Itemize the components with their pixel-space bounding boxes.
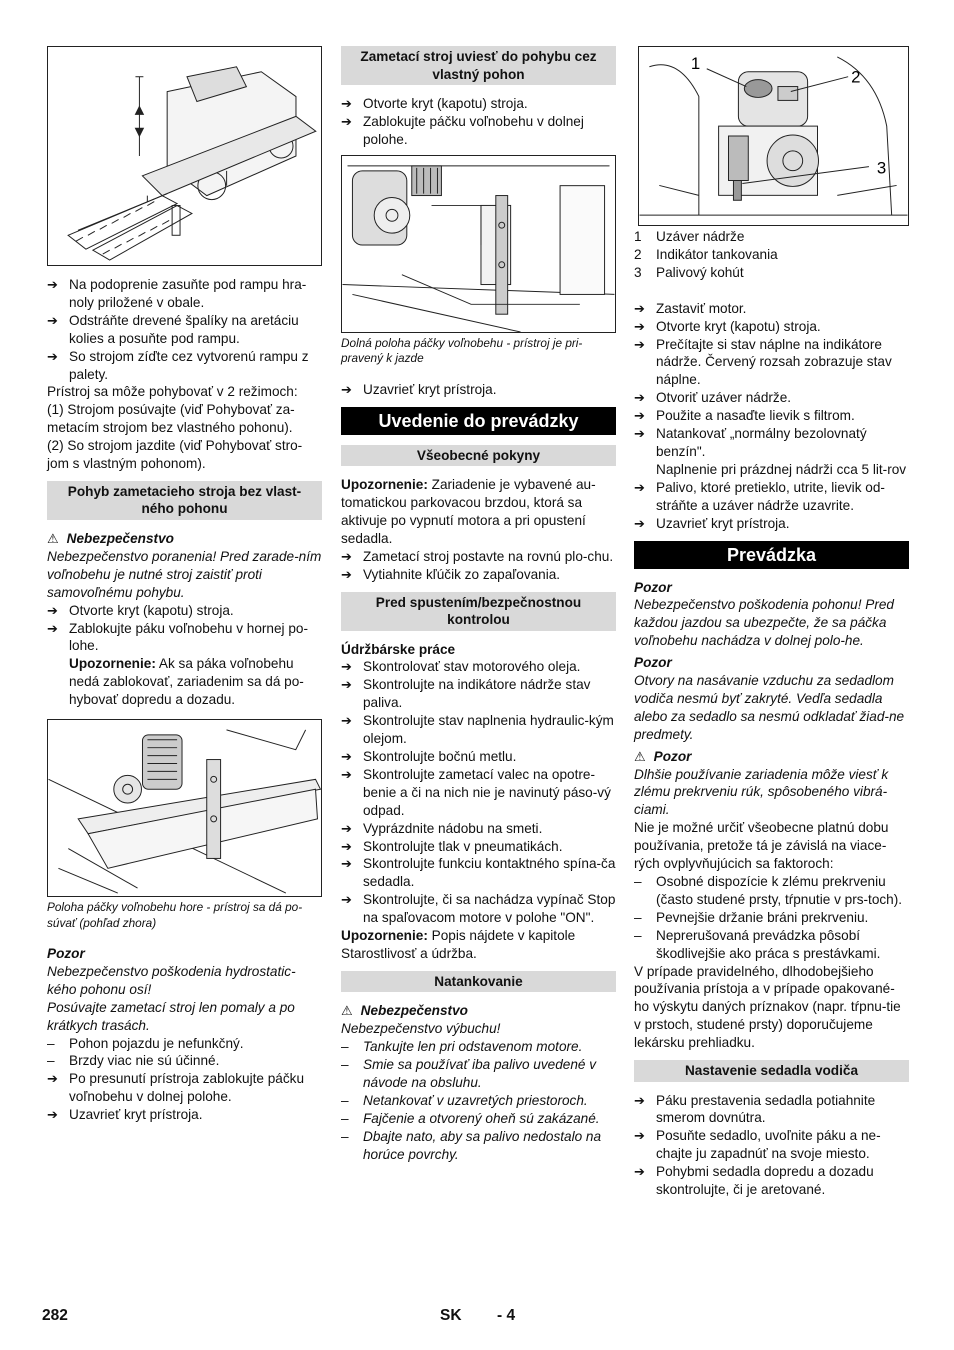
list-item: ➔ Odstráňte drevené špalíky na aretáciu kolies a posuňte pod rampu. [47, 312, 299, 346]
arrow-icon: ➔ [341, 381, 352, 397]
warning-triangle-icon: ⚠ [341, 1003, 353, 1019]
arrow-icon: ➔ [634, 336, 645, 352]
list-item: ➔ Palivo, ktoré pretieklo, utrite, lievik od-stráňte a uzáver nádrže uzavrite. [634, 479, 885, 513]
caution-heading: Pozor [634, 655, 672, 671]
arrow-icon: ➔ [634, 1164, 645, 1180]
danger-heading: ⚠ Nebezpečenstvo [341, 1003, 468, 1019]
figure-freewheel-up [47, 719, 322, 897]
list-item: ➔ Skontrolujte funkciu kontaktného spína-ča sedadla. [341, 856, 616, 890]
section-heading: Pohyb zametacieho stroja bez vlast-ného pohonu [47, 481, 322, 520]
note: Upozornenie: Zariadenie je vybavené au-tomatickou parkovacou brzdou, ktorá sa aktivuje po vypnutí motora a pri opustení sedadla. [341, 477, 596, 546]
figure-label-1: 1 [690, 53, 701, 73]
column-right [634, 46, 909, 1199]
paragraph: V prípade pravidelného, dlhodobejšieho používania prístoja a v prípade opakované-ho výskytu daných príznakov (napr. tŕpnu-tie v prstoch, studené prsty) doporučujeme lekársku prehliadku. [634, 963, 901, 1051]
paragraph: (2) So strojom jazdite (viď Pohybovať stro-jom s vlastným pohonom). [47, 438, 303, 472]
note: Upozornenie: Popis nájdete v kapitole Starostlivosť a údržba. [341, 928, 576, 961]
arrow-icon: ➔ [341, 659, 352, 675]
danger-text: Nebezpečenstvo výbuchu! [341, 1021, 501, 1037]
note: Upozornenie: Ak sa páka voľnobehu nedá zablokovať, zariadenim sa dá po-hybovať dopredu a dozadu. [69, 656, 304, 708]
arrow-icon: ➔ [47, 1107, 58, 1123]
list-item: – Smie sa používať iba palivo uvedené v návode na obsluhu. [341, 1057, 597, 1090]
warning-triangle-icon: ⚠ [47, 530, 59, 546]
figure-label-2: 2 [851, 67, 861, 87]
list-item: ➔ Otvorte kryt (kapotu) stroja. [47, 602, 234, 618]
list-item: – Netankovať v uzavretých priestoroch. [341, 1092, 588, 1108]
paragraph: (1) Strojom posúvajte (viď Pohybovať za-metacím strojom bez vlastného pohonu). [47, 402, 295, 436]
arrow-icon: ➔ [634, 390, 645, 406]
list-item: – Osobné dispozície k zlému prekrveniu (často studené prsty, tŕpnutie v prs-toch). [634, 874, 903, 907]
list-item: ➔ Otvoriť uzáver nádrže. [634, 390, 792, 406]
chapter-heading: Uvedenie do prevádzky [341, 407, 616, 435]
list-item: ➔ Po presunutí prístroja zablokujte páčku voľnobehu v dolnej polohe. [47, 1071, 305, 1105]
arrow-icon: ➔ [47, 602, 58, 618]
legend-item: 3 Palivový kohút [634, 264, 744, 280]
arrow-icon: ➔ [341, 766, 352, 782]
arrow-icon: ➔ [634, 300, 645, 316]
arrow-icon: ➔ [634, 318, 645, 334]
arrow-icon: ➔ [341, 677, 352, 693]
list-item: ➔ Posuňte sedadlo, uvoľnite páku a ne-chajte ju zapadnúť na svoje miesto. [634, 1128, 881, 1162]
arrow-icon: ➔ [341, 856, 352, 872]
column-left [47, 46, 322, 1124]
arrow-icon: ➔ [634, 515, 645, 531]
arrow-icon: ➔ [47, 1071, 58, 1087]
arrow-icon: ➔ [341, 566, 352, 582]
figure-caption: Poloha páčky voľnobehu hore - prístroj sa dá po-súvať (pohľad zhora) [47, 900, 303, 930]
figure-label-3: 3 [876, 158, 887, 178]
list-item: ➔ Skontrolujte tlak v pneumatikách. [341, 838, 563, 854]
section-heading: Všeobecné pokyny [341, 445, 616, 467]
list-item: ➔ Pohybmi sedadla dopredu a dozadu skontrolujte, či je aretované. [634, 1164, 874, 1198]
list-item: – Neprerušovaná prevádzka pôsobí škodlivejšie ako práca s prestávkami. [634, 927, 881, 961]
paragraph: Prístroj sa môže pohybovať v 2 režimoch: [47, 384, 298, 400]
list-item: ➔ Skontrolujte zametací valec na opotre-benie a či na nich nie je navinutý páso-vý odpad. [341, 766, 611, 818]
arrow-icon: ➔ [341, 838, 352, 854]
arrow-icon: ➔ [47, 277, 58, 292]
figure-ramp-unloading [47, 46, 322, 266]
list-item: ➔ Skontrolovať stav motorového oleja. [341, 659, 581, 675]
caution-heading: ⚠ Pozor [634, 748, 692, 764]
list-item: ➔ Natankovať „normálny bezolovnatý benzín". [634, 426, 867, 459]
section-heading: Zametací stroj uviesť do pohybu cez vlastný pohon [341, 46, 616, 85]
list-item: ➔ Otvorte kryt (kapotu) stroja. [341, 96, 528, 111]
figure-freewheel-down [341, 155, 616, 333]
chapter-heading: Prevádzka [634, 541, 909, 569]
column-middle [341, 46, 616, 1164]
list-item: ➔ Otvorte kryt (kapotu) stroja. [634, 318, 821, 334]
list-item: ➔ Zablokujte páku voľnobehu v hornej po-lohe. [47, 620, 308, 654]
subsection-title: Údržbárske práce [341, 641, 456, 657]
list-item: ➔ Vyprázdnite nádobu na smeti. [341, 820, 543, 836]
page-number: 282 [42, 1307, 68, 1324]
list-item: ➔ Zablokujte páčku voľnobehu v dolnej polohe. [341, 113, 584, 147]
list-item: ➔ Na podoprenie zasuňte pod rampu hra-noly priložené v obale. [47, 277, 307, 310]
indented-note: Naplnenie pri prázdnej nádrži cca 5 lit-rov [656, 461, 907, 477]
figure-caption: Dolná poloha páčky voľnobehu - prístroj je pri-pravený k jazde [341, 335, 583, 366]
section-heading: Natankovanie [341, 971, 616, 993]
list-item: – Fajčenie a otvorený oheň sú zakázané. [341, 1110, 600, 1126]
caution-text: Posúvajte zametací stroj len pomaly a po krátkych trasách. [47, 999, 295, 1033]
caution-heading: Pozor [47, 946, 85, 962]
list-item: ➔ Vytiahnite kľúčik zo zapaľovania. [341, 566, 561, 582]
list-item: – Pohon pojazdu je nefunkčný. [47, 1035, 244, 1051]
list-item: ➔ Zametací stroj postavte na rovnú plo-chu. [341, 548, 614, 564]
list-item: – Tankujte len pri odstavenom motore. [341, 1039, 583, 1055]
arrow-icon: ➔ [634, 479, 645, 495]
list-item: ➔ Skontrolujte na indikátore nádrže stav paliva. [341, 677, 591, 711]
freewheel-lever-up-illustration [48, 720, 321, 896]
list-item: ➔ Páku prestavenia sedadla potiahnite smerom dovnútra. [634, 1092, 876, 1126]
arrow-icon: ➔ [341, 892, 352, 908]
list-item: ➔ So strojom zíďte cez vytvorenú rampu z palety. [47, 348, 309, 382]
arrow-icon: ➔ [341, 548, 352, 564]
caution-text: Dlhšie používanie zariadenia môže viesť k zlému prekrveniu rúk, spôsobeného vibrá-ciami. [634, 766, 889, 818]
freewheel-lever-down-illustration [342, 156, 615, 332]
list-item: ➔ Skontrolujte, či sa nachádza vypínač Stop na spaľovacom motore v polohe "ON". [341, 892, 616, 926]
list-item: – Brzdy viac nie sú účinné. [47, 1053, 220, 1069]
list-item: – Pevnejšie držanie bráni prekrveniu. [634, 909, 869, 925]
arrow-icon: ➔ [341, 96, 352, 111]
language-code: SK [440, 1307, 462, 1324]
list-item: ➔ Uzavrieť kryt prístroja. [341, 381, 497, 397]
list-item: ➔ Zastaviť motor. [634, 300, 747, 316]
paragraph: Nie je možné určiť všeobecne platnú dobu používania, pretože tá je závislá na viace-rých ovplyvňujúcich sa faktoroch: [634, 820, 889, 872]
arrow-icon: ➔ [47, 620, 58, 636]
arrow-icon: ➔ [634, 1128, 645, 1144]
danger-heading: ⚠ Nebezpečenstvo [47, 530, 174, 546]
arrow-icon: ➔ [341, 713, 352, 729]
list-item: ➔ Uzavrieť kryt prístroja. [634, 515, 790, 531]
arrow-icon: ➔ [634, 408, 645, 424]
section-heading: Nastavenie sedadla vodiča [634, 1060, 909, 1082]
section-heading: Pred spustením/bezpečnostnou kontrolou [341, 592, 616, 631]
list-item: ➔ Skontrolujte bočnú metlu. [341, 749, 517, 764]
list-item: ➔ Použite a nasaďte lievik s filtrom. [634, 408, 855, 424]
figure-fuel-tank [638, 46, 909, 226]
arrow-icon: ➔ [47, 348, 58, 364]
warning-triangle-icon: ⚠ [634, 748, 646, 764]
danger-text: Nebezpečenstvo poranenia! Pred zarade-ním voľnobehu je nutné stroj zaistiť proti samovoľnému pohybu. [47, 548, 322, 600]
legend-item: 1 Uzáver nádrže [634, 229, 745, 244]
sub-page-number: - 4 [497, 1307, 516, 1324]
arrow-icon: ➔ [634, 426, 645, 442]
arrow-icon: ➔ [47, 312, 58, 328]
arrow-icon: ➔ [341, 749, 352, 764]
engine-fuel-illustration [639, 47, 908, 225]
list-item: – Dbajte nato, aby sa palivo nedostalo na horúce povrchy. [341, 1128, 602, 1162]
caution-text: Otvory na nasávanie vzduchu za sedadlom vodiča nesmú byť zakryté. Vedľa sedadla alebo za sedadlo sa nesmú odkladať žiad-ne predmety. [634, 673, 905, 742]
arrow-icon: ➔ [634, 1092, 645, 1108]
list-item: ➔ Skontrolujte stav naplnenia hydraulic-kým olejom. [341, 713, 614, 747]
caution-text: Nebezpečenstvo poškodenia hydrostatic-kého pohonu osí! [47, 963, 296, 997]
caution-heading: Pozor [634, 579, 672, 595]
arrow-icon: ➔ [341, 113, 352, 129]
list-item: ➔ Prečítajte si stav náplne na indikátore nádrže. Červený rozsah zobrazuje stav náplne. [634, 336, 892, 388]
arrow-icon: ➔ [341, 820, 352, 836]
list-item: ➔ Uzavrieť kryt prístroja. [47, 1107, 203, 1123]
ramp-illustration [48, 47, 321, 265]
legend-item: 2 Indikátor tankovania [634, 246, 778, 262]
caution-text: Nebezpečenstvo poškodenia pohonu! Pred každou jazdou sa ubezpečte, že sa páčka voľnobehu nachádza v dolnej polo-he. [634, 597, 894, 649]
